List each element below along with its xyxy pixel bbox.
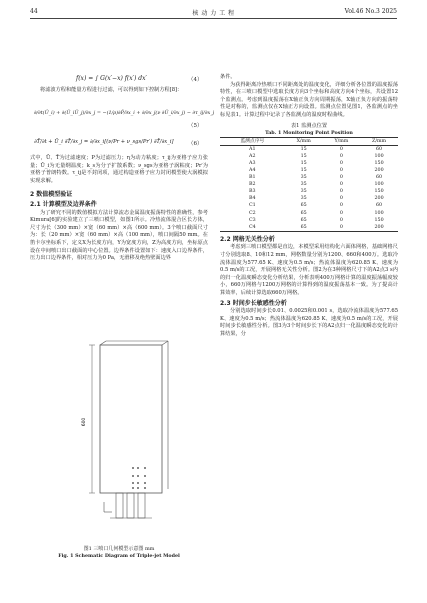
table-cell: 15 [300,146,307,152]
table-cell: 65 [300,203,307,209]
section-2-heading: 2 数值模型验证 [30,191,73,199]
table-cell: 35 [300,189,307,195]
table-cell: 150 [374,217,384,223]
header-cell: Z/mm [372,138,387,144]
table-row [220,153,398,160]
table-cell: B1 [249,175,256,181]
table-cell: B4 [249,196,256,202]
table-row [220,210,398,217]
table-row [220,145,398,153]
table-cell: 15 [300,153,307,159]
monitoring-points-text: 为获得距离冷热喷口不同距离处的温度变化，详细分析各位置的温度振荡特性，在三喷口模型中选取长度方向3个坐标和高度方向4个坐标，共设置12个监测点。考虑到温度振荡在X轴正负方向周期振荡，X轴正负方向的振荡特性是对称的，监测点仅在X轴正方向设置。监测点位置见图1，各监测点的坐标见表1。计算过程中记录了各监测点的温度时程曲线。 [220,81,398,118]
equation-6-number: （6） [188,141,203,147]
section-2-2-text: 考虑到三喷口模型都是直边，本模型采用结构化六面体网格，基础网格尺寸分别选取8、10和12 mm，网格数量分别为1200、660和400万。选取冷流体温度为577.65 K、速度为0.5 m/s；热流体温度为620.85 K、速度为0.5 m/s的工况，开展网格无关性分析。图2为在3种网格尺寸下的A2点3 s内的归一化温度瞬态变化分析结果，分析表明400万网格计算的温度振荡幅度较小，660万网格与1200万网格的计算得到的温度振荡基本一致。为了提高计算效率，后续计算选取660万网格。 [220,244,398,296]
table-cell: C2 [248,210,256,216]
table-1 [220,123,398,232]
table-cell: 0 [339,217,343,223]
figure-1-caption-cn: 图1 三喷口几何模型示意图 mm [83,546,155,552]
table-cell: 150 [374,160,384,166]
eq-intro-text: 将滤波方程和能量方程进行过滤，可以得到如下控制方程[8]： [40,87,183,93]
table-cell: 200 [374,224,384,230]
table-cell: 0 [339,189,343,195]
table-cell: 100 [374,182,384,188]
table-row [220,181,398,188]
table-header-row [220,137,398,145]
table-1-caption-cn: 表1 监测点位置 [290,122,328,129]
table-cell: 35 [300,196,307,202]
table-cell: 200 [374,196,384,202]
table-cell: 0 [339,153,343,159]
section-2-1-text: 为了研究不同的数值模拟方法计算流态金属温度振荡特性的准确性，参考Kimura[6]的实验建立了三喷口模型，如图1所示。冷热流体混合区长方体，尺寸为长（300 mm）×宽（60 mm）×高（600 mm）。3个喷口截面尺寸为：长（20 mm）×宽（60 mm）×高（100 mm），喷口间隔50 mm。在笛卡尔坐标系下，定义X为长度方向，Y为宽度方向，Z为高度方向，坐标原点设在中间喷口出口截面的中心位置。边界条件设置如下：速度入口边界条件，压力出口边界条件，相对压力为0 Pa，无滑移及绝热壁面边界 [30,209,208,262]
table-cell: C4 [248,224,256,230]
section-2-3-text: 分别选取时间步长0.01、0.0025和0.001 s，选取冷流体温度为577.65 K、速度为0.5 m/s；热流体温度为620.85 K、速度为0.5 m/s的工况，开展时间步长敏感性分析。图3为3个时间步长下的A2点归一化温度瞬态变化的计算结果，分 [220,308,398,337]
table-row [220,167,398,174]
table-cell: 60 [376,146,383,152]
section-2-2-heading: 2.2 网格无关性分析 [220,235,275,243]
table-cell: 15 [300,167,307,173]
table-row [220,202,398,209]
figure-1-caption [30,546,208,560]
table-cell: A4 [249,167,256,173]
table-1-caption-en: Tab. 1 Monitoring Point Position [265,129,353,136]
table-cell: 65 [300,210,307,216]
table-cell: 150 [374,189,384,195]
triple-jet-model-figure [30,340,210,535]
header-cell: Y/mm [334,138,349,144]
height-dimension-label: 600 [82,417,87,427]
table-cell: 35 [300,182,307,188]
equation-5: ∂/∂t(Ū_i) + ∂(Ū_iŪ_j)/∂x_j = −(1/ρ)∂P̄/∂x_i + ∂/∂x_j(ν ∂Ū_i/∂x_j) − ∂τ_ij/∂x_j [34,110,215,116]
table-cell: 0 [339,146,343,152]
table-row [220,174,398,181]
table-cell: 0 [339,182,343,188]
table-row [220,195,398,202]
table-cell: 35 [300,175,307,181]
monitoring-points-table [220,137,398,232]
table-cell: 15 [300,160,307,166]
table-row [220,217,398,224]
right-column-body [220,74,398,339]
header-rule [30,18,397,19]
table-cell: 65 [300,217,307,223]
table-cell: 60 [376,203,383,209]
equation-5-number: （5） [188,123,203,129]
table-cell: 0 [339,210,343,216]
table-cell: 60 [376,175,383,181]
table-cell: 100 [374,210,384,216]
table-cell: A1 [249,146,256,152]
table-cell: 0 [339,160,343,166]
table-cell: 0 [339,167,343,173]
table-cell: 65 [300,224,307,230]
equation-4-number: （4） [188,77,203,83]
table-row [220,188,398,195]
symbol-definitions: 式中，Ū、T̄为过滤速度；P为过滤压力；η为动力粘度；τ_ij为亚格子应力张量；Ū_i为无量纲温度；k_s为分子扩散系数；ν_sgs为亚格子涡粘度；Pr′为亚格子普朗特数。τ_ij是不封闭项，通过构造亚格子应力封闭模型使大涡模拟实现求解。 [30,155,208,184]
page-number: 44 [30,8,38,15]
table-cell: B3 [249,189,256,195]
table-cell: A2 [249,153,256,159]
journal-title: 核 动 力 工 程 [192,10,235,17]
figure-1-caption-en: Fig. 1 Schematic Diagram of Triple-jet Model [58,553,180,559]
table-cell: 0 [339,196,343,202]
table-cell: 0 [339,203,343,209]
header-cell: X/mm [296,138,311,144]
continuation-text: 条件。 [220,74,236,80]
table-cell: 0 [339,224,343,230]
equation-6: ∂T̄/∂t + Ū_i ∂T̄/∂x_j = ∂/∂x_i[(ν/Pr + ν_sgs/Pr′) ∂T̄/∂x_i] [34,139,174,145]
table-cell: B2 [249,182,256,188]
header-cell: 监测点序号 [240,138,265,144]
section-2-1-heading: 2.1 计算模型及边界条件 [30,200,97,208]
section-2-3-heading: 2.3 时间步长敏感性分析 [220,299,287,307]
table-cell: 0 [339,175,343,181]
table-cell: C3 [248,217,256,223]
table-cell: A3 [249,160,256,166]
table-cell: 200 [374,167,384,173]
table-cell: 100 [374,153,384,159]
equation-4: f(x) = ∫ G(x′−x) f(x′) dx′ [76,75,147,82]
table-row [220,160,398,167]
left-column-body [30,155,208,263]
volume-info: Vol.46 No.3 2025 [344,8,397,15]
table-row [220,224,398,232]
table-cell: C1 [248,203,256,209]
